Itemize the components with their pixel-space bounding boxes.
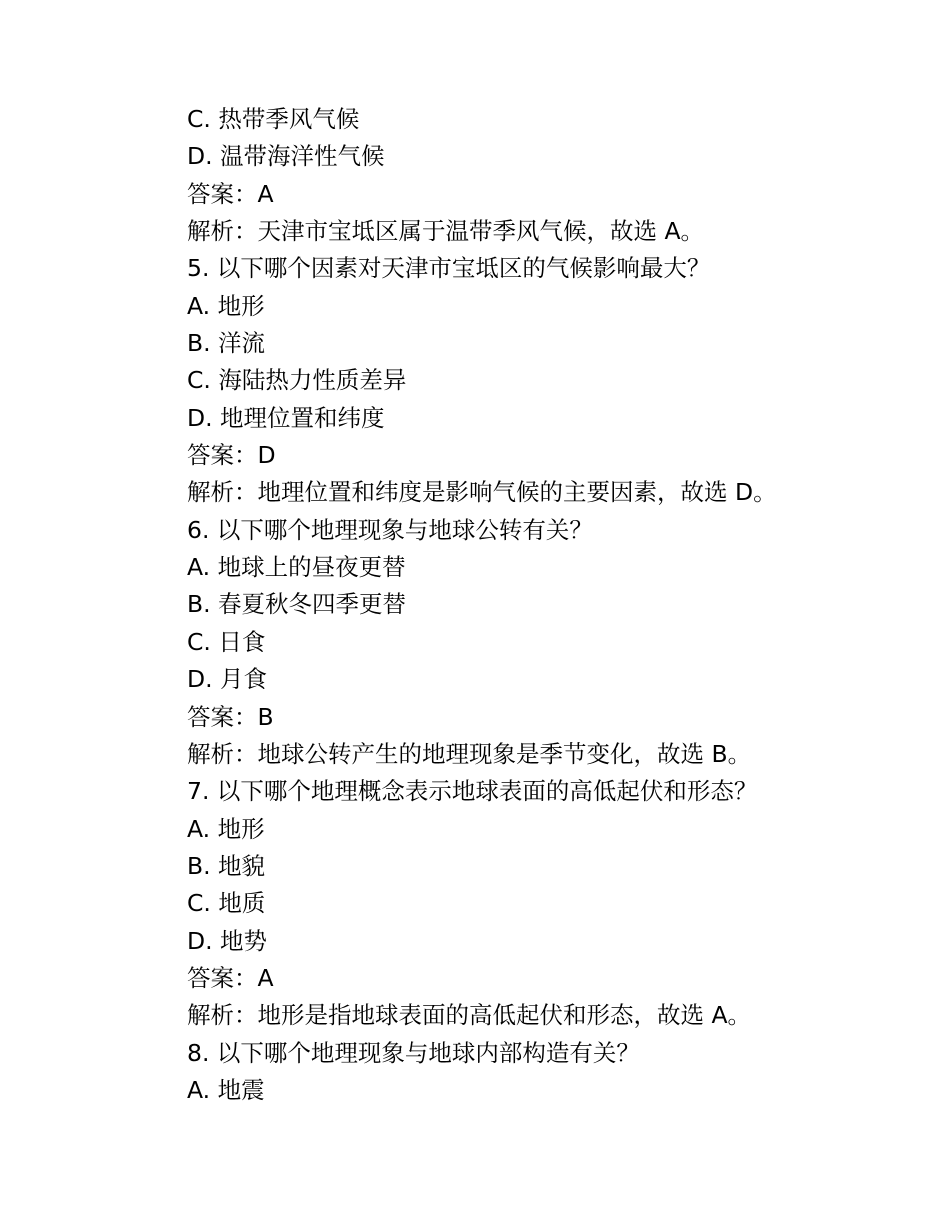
- answer-line: 答案：A: [187, 963, 274, 992]
- question-text-block: [187, 101, 887, 1109]
- question-line: 6. 以下哪个地理现象与地球公转有关？: [187, 515, 593, 544]
- option-line: C. 地质: [187, 889, 266, 918]
- question-line: 7. 以下哪个地理概念表示地球表面的高低起伏和形态？: [187, 777, 758, 806]
- explanation-line: 解析：地球公转产生的地理现象是季节变化，故选 B。: [187, 739, 752, 768]
- option-line: C. 日食: [187, 627, 266, 656]
- option-line: A. 地形: [187, 291, 265, 320]
- option-line: C. 海陆热力性质差异: [187, 366, 407, 395]
- option-line: B. 春夏秋冬四季更替: [187, 590, 407, 619]
- option-line: A. 地球上的昼夜更替: [187, 553, 406, 582]
- answer-line: 答案：B: [187, 702, 274, 731]
- option-line: B. 洋流: [187, 329, 266, 358]
- question-line: 5. 以下哪个因素对天津市宝坻区的气候影响最大？: [187, 254, 711, 283]
- answer-line: 答案：D: [187, 441, 276, 470]
- explanation-line: 解析：天津市宝坻区属于温带季风气候，故选 A。: [187, 217, 705, 246]
- explanation-line: 解析：地形是指地球表面的高低起伏和形态，故选 A。: [187, 1001, 752, 1030]
- option-line: C. 热带季风气候: [187, 105, 360, 133]
- option-line: D. 地势: [187, 926, 268, 955]
- explanation-line: 解析：地理位置和纬度是影响气候的主要因素，故选 D。: [187, 478, 777, 507]
- option-line: B. 地貌: [187, 851, 266, 880]
- option-line: D. 月食: [187, 665, 268, 694]
- option-line: D. 地理位置和纬度: [187, 403, 385, 432]
- option-line: D. 温带海洋性气候: [187, 142, 385, 171]
- question-line: 8. 以下哪个地理现象与地球内部构造有关？: [187, 1038, 640, 1067]
- option-line: A. 地形: [187, 814, 265, 843]
- answer-line: 答案：A: [187, 179, 274, 208]
- option-line: A. 地震: [187, 1075, 265, 1104]
